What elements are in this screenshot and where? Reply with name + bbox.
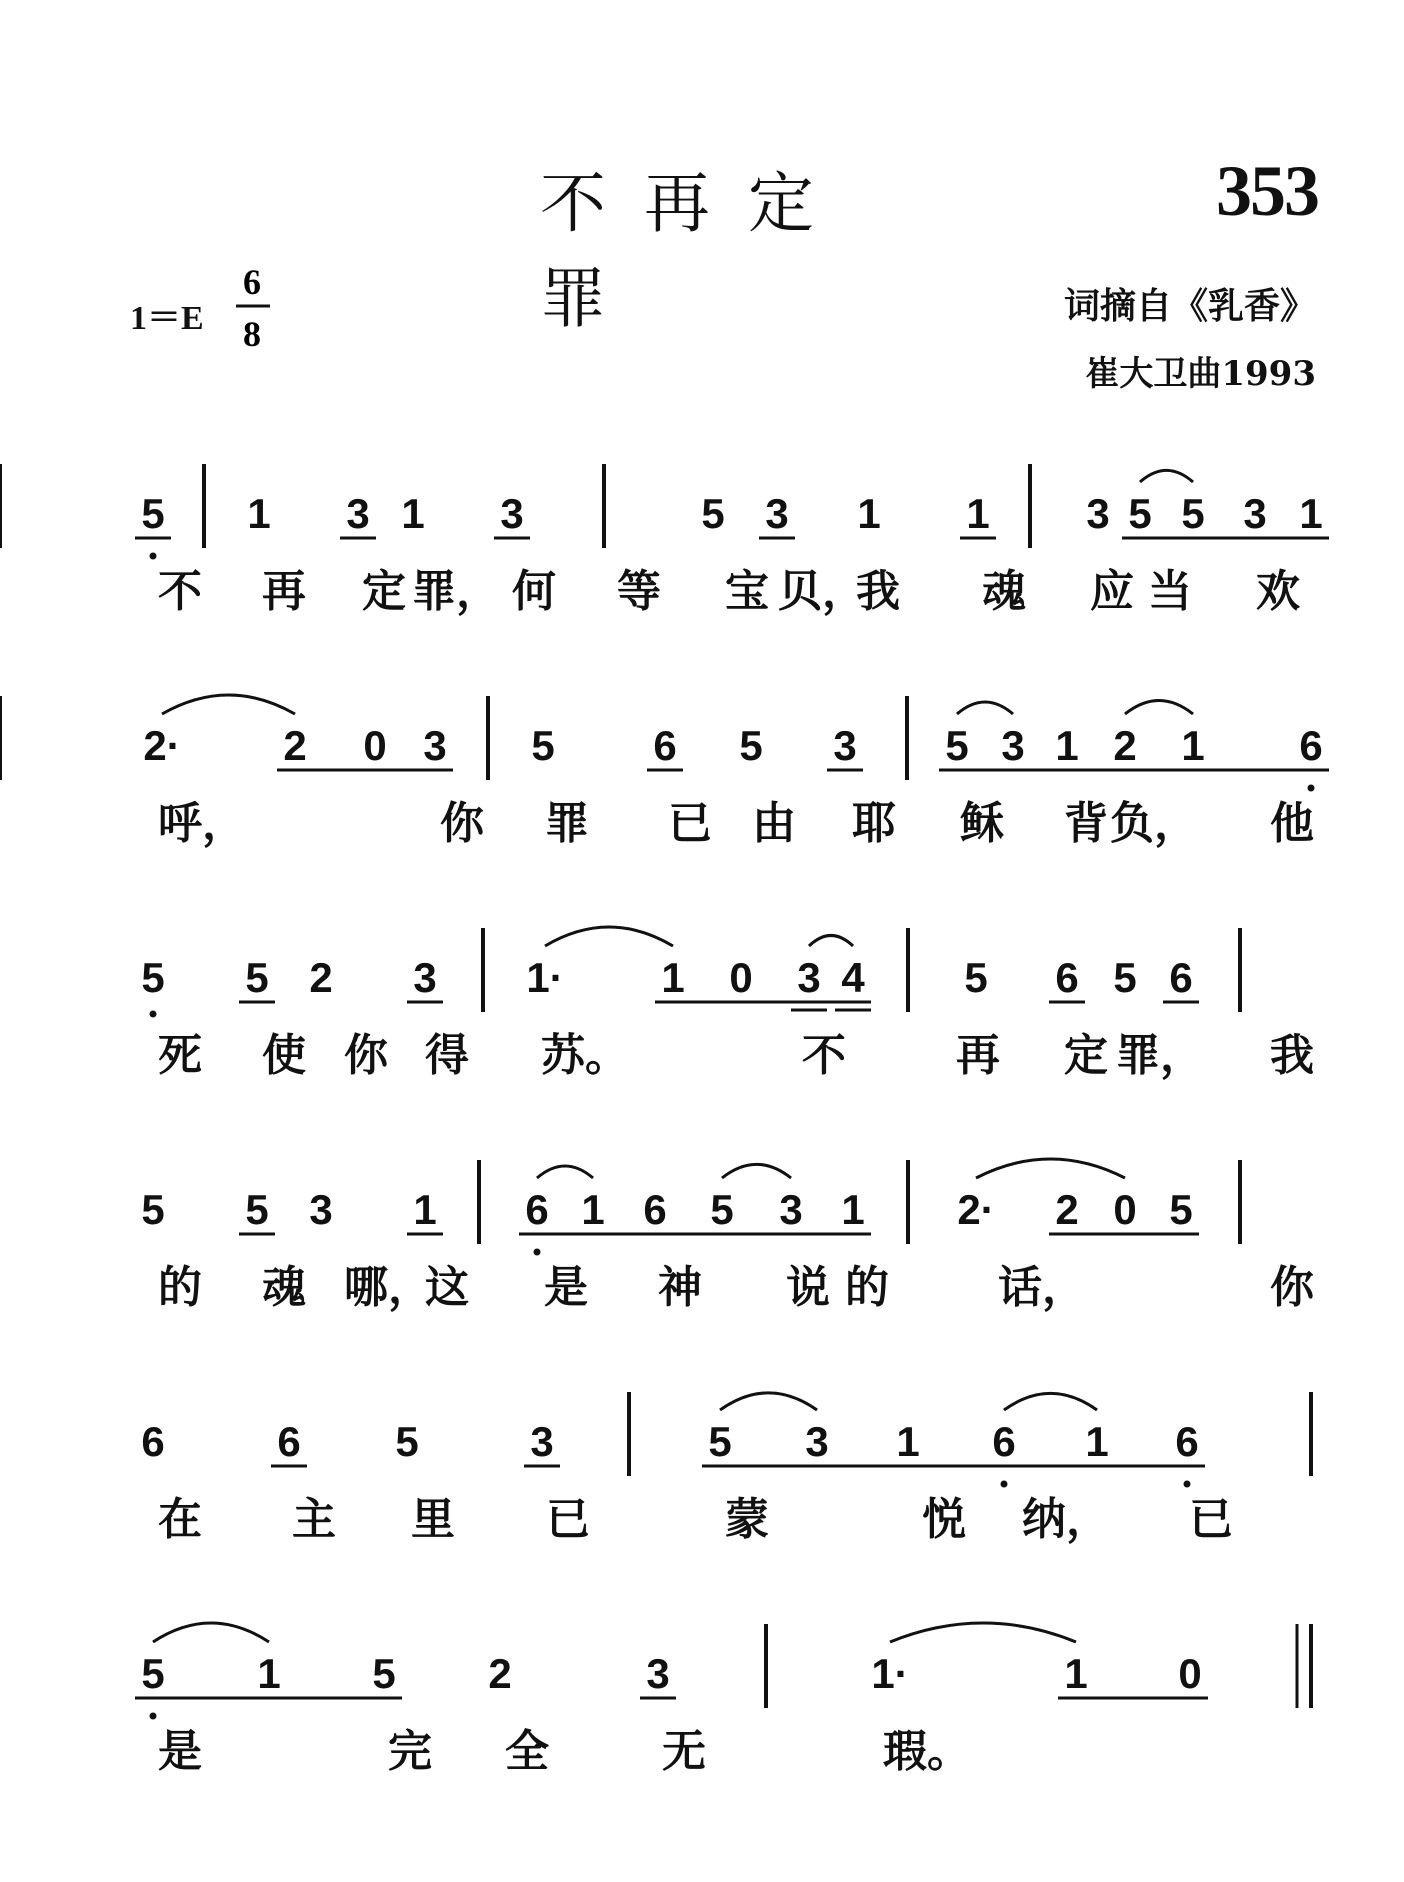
lyric: 哪， bbox=[344, 1262, 432, 1313]
lyric: 已 bbox=[668, 798, 712, 849]
lyric: 已 bbox=[546, 1494, 590, 1545]
note: 3 bbox=[309, 1186, 333, 1233]
lyric: 得 bbox=[425, 1030, 469, 1081]
note: 1 bbox=[1064, 1650, 1088, 1697]
note: 3 bbox=[346, 490, 370, 537]
note: 2 bbox=[488, 1650, 512, 1697]
note: 5 bbox=[141, 1186, 165, 1233]
note: 3 bbox=[1243, 490, 1267, 537]
note: 5 bbox=[245, 1186, 269, 1233]
note: 1 bbox=[966, 490, 990, 537]
slur bbox=[153, 1623, 269, 1642]
note: 3 bbox=[423, 722, 447, 769]
note: 5 bbox=[395, 1418, 419, 1465]
lyric: 魂 bbox=[262, 1262, 306, 1313]
lyric: 我 bbox=[856, 566, 900, 617]
note: 5 bbox=[1128, 490, 1152, 537]
note: 2· bbox=[957, 1186, 995, 1233]
note: 3 bbox=[833, 722, 857, 769]
note: 0 bbox=[363, 722, 387, 769]
note: 4 bbox=[841, 954, 865, 1001]
slur bbox=[1125, 701, 1193, 715]
note: 5 bbox=[141, 490, 165, 537]
music-line bbox=[141, 1159, 1315, 1313]
slur bbox=[976, 1159, 1125, 1178]
slur bbox=[1140, 470, 1193, 482]
lyric: 再 bbox=[956, 1030, 1000, 1081]
lyric: 他 bbox=[1270, 798, 1314, 849]
lyric: 神 bbox=[658, 1262, 702, 1313]
note: 1 bbox=[1181, 722, 1205, 769]
music-credit: 崔大卫曲1993 bbox=[1085, 354, 1316, 394]
lyric: 欢 bbox=[1256, 566, 1300, 617]
note: 5 bbox=[531, 722, 555, 769]
note: 3 bbox=[646, 1650, 670, 1697]
note: 6 bbox=[1055, 954, 1079, 1001]
lyric: 何 bbox=[512, 566, 556, 617]
lyric: 里 bbox=[411, 1494, 455, 1545]
lyric: 不 bbox=[802, 1030, 846, 1081]
note: 5 bbox=[1113, 954, 1137, 1001]
lyric: 这 bbox=[425, 1262, 469, 1313]
lyric: 的 bbox=[158, 1262, 202, 1313]
lyric: 耶 bbox=[852, 798, 896, 849]
lyric: 负， bbox=[1110, 798, 1198, 849]
note: 6 bbox=[992, 1418, 1016, 1465]
note: 3 bbox=[500, 490, 524, 537]
note: 6 bbox=[1175, 1418, 1199, 1465]
slur bbox=[720, 1393, 817, 1410]
note: 3 bbox=[797, 954, 821, 1001]
low-octave-dot bbox=[534, 1249, 541, 1256]
lyric: 已 bbox=[1189, 1494, 1233, 1545]
note: 1 bbox=[257, 1650, 281, 1697]
lyric: 悦 bbox=[922, 1494, 966, 1545]
note: 6 bbox=[141, 1418, 165, 1465]
slur bbox=[890, 1623, 1076, 1642]
lyric: 苏。 bbox=[541, 1030, 629, 1081]
music-line bbox=[0, 695, 1329, 849]
music-line bbox=[141, 1392, 1311, 1545]
lyric: 背 bbox=[1064, 798, 1108, 849]
lyric: 全 bbox=[505, 1726, 549, 1777]
slur bbox=[537, 1166, 593, 1178]
note: 1 bbox=[1085, 1418, 1109, 1465]
note: 2 bbox=[309, 954, 333, 1001]
slur bbox=[162, 695, 295, 714]
low-octave-dot bbox=[1308, 785, 1315, 792]
lyric: 魂 bbox=[982, 566, 1026, 617]
slur bbox=[722, 1164, 791, 1178]
lyric: 死 bbox=[158, 1030, 202, 1081]
words-credit: 词摘自《乳香》 bbox=[1063, 285, 1316, 327]
note: 1 bbox=[1299, 490, 1323, 537]
note: 1 bbox=[247, 490, 271, 537]
lyric: 是 bbox=[158, 1726, 202, 1777]
slur bbox=[809, 936, 853, 947]
lyric: 主 bbox=[292, 1494, 336, 1545]
lyric: 你 bbox=[344, 1030, 388, 1081]
lyric: 纳， bbox=[1022, 1494, 1110, 1545]
low-octave-dot bbox=[150, 553, 157, 560]
note: 5 bbox=[141, 954, 165, 1001]
note: 6 bbox=[277, 1418, 301, 1465]
time-signature-denominator: 8 bbox=[243, 314, 261, 354]
note: 5 bbox=[964, 954, 988, 1001]
music-line bbox=[135, 1623, 1311, 1777]
low-octave-dot bbox=[150, 1713, 157, 1720]
lyric: 等 bbox=[617, 566, 661, 617]
note: 5 bbox=[1181, 490, 1205, 537]
note: 2 bbox=[1055, 1186, 1079, 1233]
low-octave-dot bbox=[150, 1011, 157, 1018]
lyric: 在 bbox=[158, 1494, 202, 1545]
lyric: 呼， bbox=[158, 798, 246, 849]
slur bbox=[1004, 1393, 1097, 1410]
note: 1 bbox=[581, 1186, 605, 1233]
note: 5 bbox=[141, 1650, 165, 1697]
note: 3 bbox=[779, 1186, 803, 1233]
slur bbox=[957, 702, 1013, 714]
note: 1 bbox=[413, 1186, 437, 1233]
note: 5 bbox=[945, 722, 969, 769]
note: 0 bbox=[1113, 1186, 1137, 1233]
lyric: 说 bbox=[786, 1262, 830, 1313]
lyric: 完 bbox=[388, 1726, 432, 1777]
note: 3 bbox=[805, 1418, 829, 1465]
lyric: 无 bbox=[662, 1726, 706, 1777]
lyric: 是 bbox=[544, 1262, 588, 1313]
slur bbox=[545, 927, 673, 946]
hymn-number: 353 bbox=[1216, 151, 1318, 231]
lyric: 贝， bbox=[778, 566, 866, 617]
note: 6 bbox=[1299, 722, 1323, 769]
lyric: 瑕。 bbox=[883, 1726, 971, 1777]
time-signature-numerator: 6 bbox=[243, 262, 261, 302]
note: 5 bbox=[708, 1418, 732, 1465]
note: 1· bbox=[871, 1650, 909, 1697]
note: 2 bbox=[1113, 722, 1137, 769]
note: 3 bbox=[1086, 490, 1110, 537]
music-lines bbox=[0, 464, 1329, 1777]
note: 1 bbox=[401, 490, 425, 537]
note: 1 bbox=[1055, 722, 1079, 769]
note: 3 bbox=[530, 1418, 554, 1465]
note: 5 bbox=[1169, 1186, 1193, 1233]
lyric: 你 bbox=[440, 798, 484, 849]
note: 1· bbox=[526, 954, 564, 1001]
music-line bbox=[0, 464, 1329, 617]
lyric: 稣 bbox=[960, 798, 1004, 849]
lyric: 宝 bbox=[725, 566, 769, 617]
lyric: 由 bbox=[752, 798, 796, 849]
lyric: 罪， bbox=[1116, 1030, 1204, 1081]
note: 1 bbox=[857, 490, 881, 537]
lyric: 定 bbox=[1064, 1030, 1108, 1081]
lyric: 话， bbox=[998, 1262, 1086, 1313]
note: 1 bbox=[841, 1186, 865, 1233]
note: 6 bbox=[653, 722, 677, 769]
note: 5 bbox=[710, 1186, 734, 1233]
note: 2· bbox=[143, 722, 181, 769]
note: 6 bbox=[1169, 954, 1193, 1001]
note: 6 bbox=[643, 1186, 667, 1233]
note: 0 bbox=[729, 954, 753, 1001]
music-line bbox=[141, 927, 1314, 1081]
lyric: 不 bbox=[158, 566, 202, 617]
note: 3 bbox=[765, 490, 789, 537]
time-signature bbox=[236, 262, 270, 354]
note: 3 bbox=[413, 954, 437, 1001]
lyric: 你 bbox=[1270, 1262, 1314, 1313]
lyric: 蒙 bbox=[725, 1494, 769, 1545]
note: 5 bbox=[372, 1650, 396, 1697]
note: 1 bbox=[896, 1418, 920, 1465]
lyric: 罪， bbox=[412, 566, 500, 617]
hymn-title: 不再定罪 bbox=[540, 165, 852, 337]
low-octave-dot bbox=[1001, 1481, 1008, 1488]
note: 5 bbox=[245, 954, 269, 1001]
key-signature: 1＝E bbox=[130, 300, 204, 337]
lyric: 的 bbox=[845, 1262, 889, 1313]
lyric: 应 bbox=[1090, 566, 1134, 617]
lyric: 使 bbox=[262, 1030, 306, 1081]
note: 5 bbox=[739, 722, 763, 769]
lyric: 再 bbox=[262, 566, 306, 617]
note: 1 bbox=[661, 954, 685, 1001]
note: 3 bbox=[1001, 722, 1025, 769]
note: 6 bbox=[525, 1186, 549, 1233]
low-octave-dot bbox=[1184, 1481, 1191, 1488]
lyric: 当 bbox=[1148, 566, 1192, 617]
note: 0 bbox=[1178, 1650, 1202, 1697]
lyric: 定 bbox=[362, 566, 406, 617]
lyric: 我 bbox=[1270, 1030, 1314, 1081]
lyric: 罪 bbox=[545, 798, 589, 849]
note: 5 bbox=[701, 490, 725, 537]
note: 2 bbox=[283, 722, 307, 769]
